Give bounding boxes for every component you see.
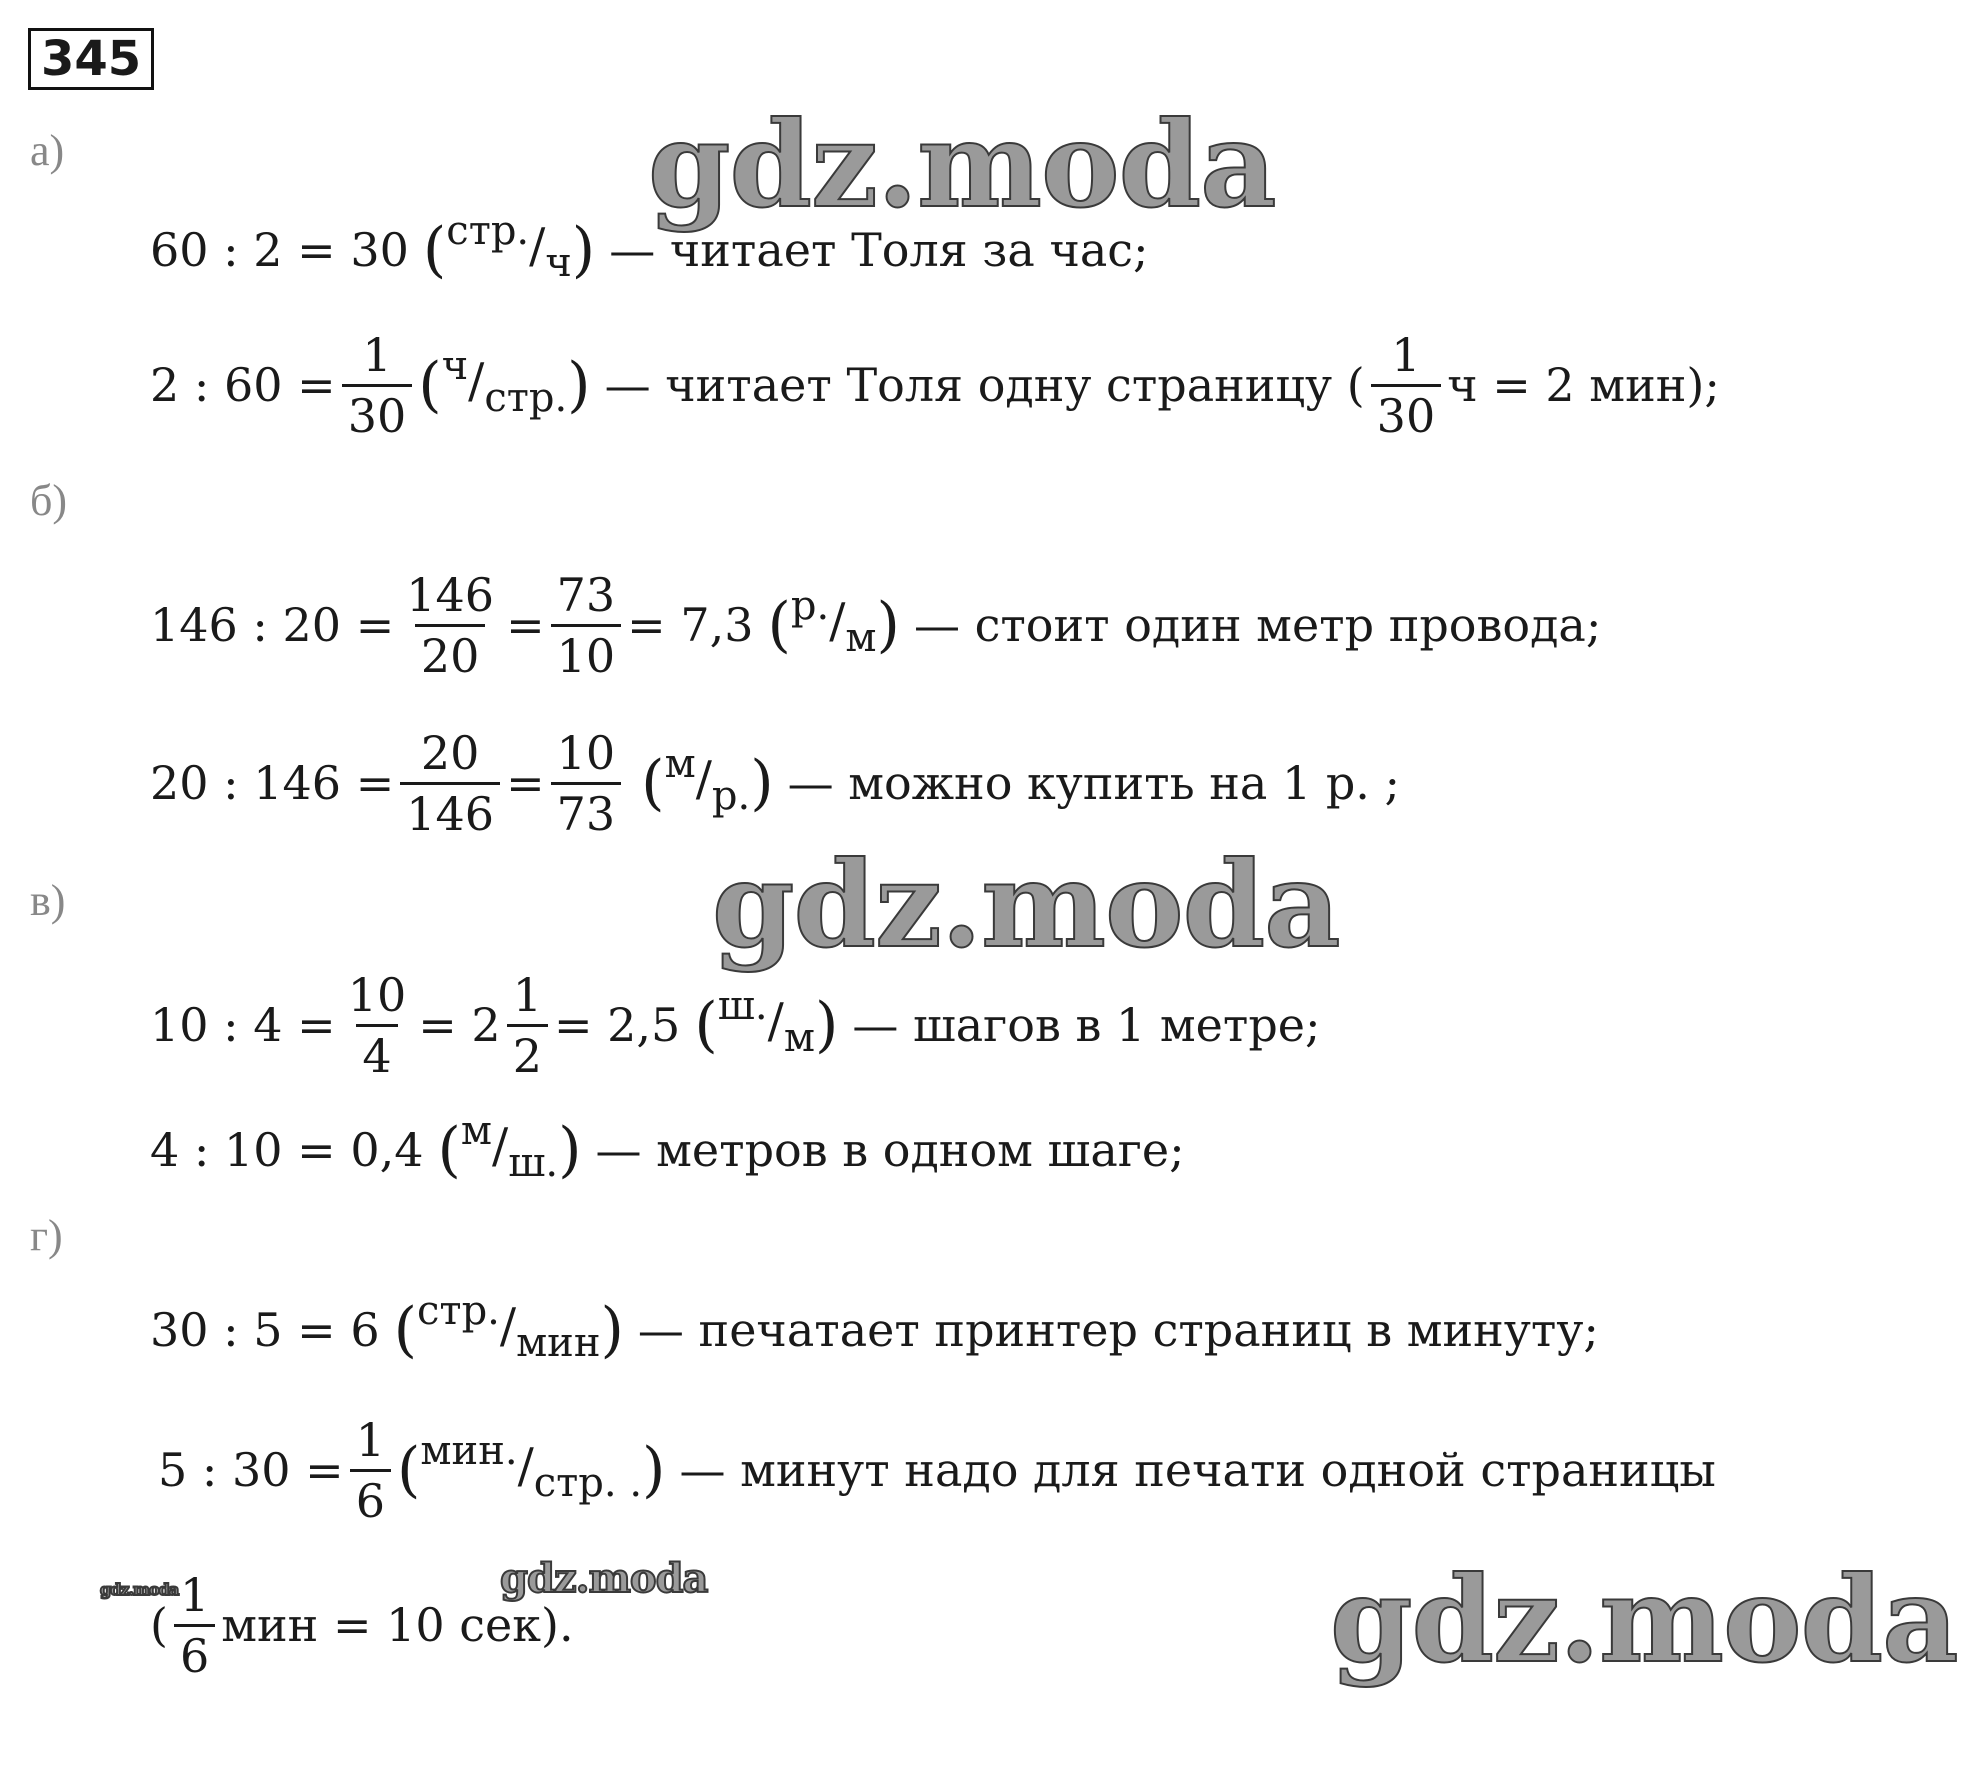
watermark: gdz.moda: [648, 95, 1276, 234]
unit: (м/ш.): [437, 1108, 582, 1186]
watermark: gdz.moda: [712, 835, 1340, 974]
equation-v-2: [150, 1085, 1185, 1215]
explanation: — печатает принтер страниц в минуту;: [637, 1303, 1599, 1357]
watermark: gdz.moda: [100, 1580, 179, 1599]
equation-a-1: [150, 185, 1149, 315]
expr-mid: = 7,3: [627, 598, 754, 652]
unit: (стр./мин): [393, 1288, 624, 1366]
unit: (мин./стр. .): [397, 1428, 666, 1506]
fraction: $\frac{20}{146}$: [400, 724, 500, 843]
explanation: — минут надо для печати одной страницы: [679, 1443, 1716, 1497]
fraction: $\frac{1}{6}$: [174, 1566, 215, 1685]
unit: (р./м): [767, 583, 900, 661]
explanation: — читает Толя за час;: [609, 223, 1149, 277]
expr: 2 : 60 =: [150, 358, 336, 412]
expr: 30 : 5 = 6: [150, 1303, 380, 1357]
fraction: $\frac{1}{2}$: [507, 966, 548, 1085]
explanation: — шагов в 1 метре;: [852, 998, 1321, 1052]
fraction: $\frac{1}{30}$: [342, 326, 413, 445]
expr: 60 : 2 = 30: [150, 223, 409, 277]
explanation: — читает Толя одну страницу (: [604, 358, 1365, 412]
equation-b-1: [150, 560, 1601, 690]
open-paren: (: [150, 1598, 168, 1652]
equation-v-1: [150, 960, 1321, 1090]
part-label-b: б): [30, 476, 68, 525]
fraction: $\frac{10}{4}$: [347, 967, 407, 1083]
explanation-end: ч = 2 мин);: [1447, 358, 1720, 412]
fraction: $\frac{146}{20}$: [406, 567, 495, 683]
fraction: $\frac{10}{73}$: [551, 724, 622, 843]
explanation: мин = 10 сек).: [221, 1598, 574, 1652]
watermark: gdz.moda: [1330, 1550, 1958, 1689]
unit: (ч/стр.): [418, 343, 591, 421]
explanation: — метров в одном шаге;: [595, 1123, 1185, 1177]
unit: (ш./м): [694, 983, 839, 1061]
equation-a-2: [150, 320, 1720, 450]
equals: =: [506, 756, 545, 810]
expr: 10 : 4 =: [150, 998, 336, 1052]
watermark: gdz.moda: [500, 1555, 708, 1602]
expr: 20 : 146 =: [150, 756, 395, 810]
fraction: $\frac{73}{10}$: [551, 566, 622, 685]
expr-mid2: = 2,5: [553, 998, 681, 1052]
task-number: 345: [28, 28, 154, 90]
unit: (стр./ч): [422, 208, 596, 286]
part-label-g: г): [30, 1211, 63, 1260]
equation-b-2: [150, 718, 1400, 848]
part-label-a: а): [30, 126, 65, 175]
explanation: — стоит один метр провода;: [913, 598, 1602, 652]
unit: (м/р.): [641, 741, 774, 819]
expr: 4 : 10 = 0,4: [150, 1123, 424, 1177]
equals: =: [506, 598, 545, 652]
expr: 146 : 20 =: [150, 598, 395, 652]
fraction: $\frac{1}{6}$: [350, 1411, 391, 1530]
expr-mid: = 2: [418, 998, 501, 1052]
expr: 5 : 30 =: [158, 1443, 344, 1497]
explanation: — можно купить на 1 р. ;: [787, 756, 1401, 810]
equation-g-1: [150, 1265, 1599, 1395]
fraction: $\frac{1}{30}$: [1371, 326, 1442, 445]
equation-g-2: [158, 1405, 1716, 1535]
equation-g-3: [150, 1560, 574, 1690]
part-label-v: в): [30, 876, 66, 925]
